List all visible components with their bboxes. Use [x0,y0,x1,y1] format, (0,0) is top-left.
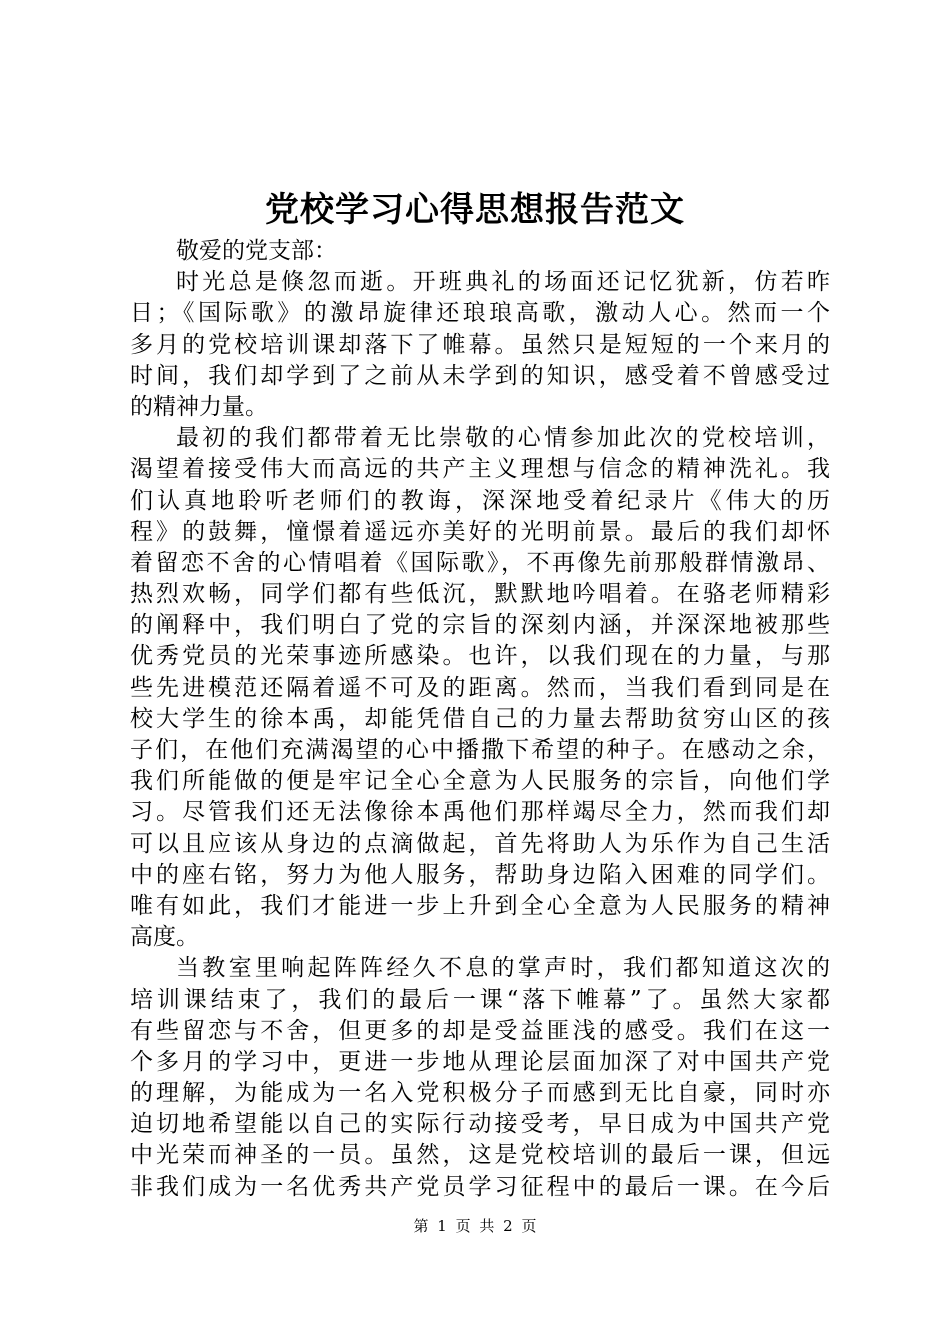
text-line: 子们，在他们充满渴望的心中播撒下希望的种子。在感动之余， [130,737,830,763]
text-line: 迫切地希望能以自己的实际行动接受考，早日成为中国共产党 [130,1111,830,1138]
text-line: 着留恋不舍的心情唱着《国际歌》，不再像先前那般群情激昂、 [130,549,830,576]
text-line: 最初的我们都带着无比崇敬的心情参加此次的党校培训， [176,425,830,452]
text-line: 多月的党校培训课却落下了帷幕。虽然只是短短的一个来月的 [130,331,830,358]
text-line: 可以且应该从身边的点滴做起，首先将助人为乐作为自己生活 [130,830,830,857]
paragraph-container [130,267,830,1203]
text-line: 时间，我们却学到了之前从未学到的知识，感受着不曾感受过 [130,362,830,389]
text-line: 高度。 [130,924,199,951]
text-line: 的阐释中，我们明白了党的宗旨的深刻内涵，并深深地被那些 [130,612,830,639]
text-line: 有些留恋与不舍，但更多的却是受益匪浅的感受。我们在这一 [130,1017,830,1044]
text-line: 的精神力量。 [130,393,268,420]
text-line: 培训课结束了，我们的最后一课“落下帷幕”了。虽然大家都 [130,986,830,1013]
text-line: 的理解，为能成为一名入党积极分子而感到无比自豪，同时亦 [130,1080,830,1107]
paragraph [130,267,830,423]
text-line: 们认真地聆听老师们的教诲，深深地受着纪录片《伟大的历 [130,487,830,514]
text-line: 日；《国际歌》的激昂旋律还琅琅高歌，激动人心。然而一个 [130,300,830,327]
text-line: 当教室里响起阵阵经久不息的掌声时，我们都知道这次的 [176,955,830,982]
text-line: 唯有如此，我们才能进一步上升到全心全意为人民服务的精神 [130,892,830,919]
text-line: 渴望着接受伟大而高远的共产主义理想与信念的精神洗礼。我 [130,456,830,483]
text-line: 优秀党员的光荣事迹所感染。也许，以我们现在的力量，与那 [130,643,830,670]
text-line: 些先进模范还隔着遥不可及的距离。然而，当我们看到同是在 [130,674,830,701]
paragraph [130,953,830,1203]
text-line: 非我们成为一名优秀共产党员学习征程中的最后一课。在今后 [130,1173,830,1200]
text-line: 时光总是倏忽而逝。开班典礼的场面还记忆犹新，仿若昨 [176,269,830,296]
text-line: 热烈欢畅，同学们都有些低沉，默默地吟唱着。在骆老师精彩 [130,581,830,608]
salutation: 敬爱的党支部： [176,238,337,264]
paragraph [130,423,830,953]
text-line: 个多月的学习中，更进一步地从理论层面加深了对中国共产党 [130,1048,830,1075]
text-line: 中光荣而神圣的一员。虽然，这是党校培训的最后一课，但远 [130,1142,830,1169]
text-line: 程》的鼓舞，憧憬着遥远亦美好的光明前景。最后的我们却怀 [130,518,830,545]
page-footer: 第 1 页 共 2 页 [413,1217,537,1235]
text-line: 习。尽管我们还无法像徐本禹他们那样竭尽全力，然而我们却 [130,799,830,826]
text-line: 校大学生的徐本禹，却能凭借自己的力量去帮助贫穷山区的孩 [130,705,830,732]
text-line: 我们所能做的便是牢记全心全意为人民服务的宗旨，向他们学 [130,768,830,795]
document-title: 党校学习心得思想报告范文 [265,190,685,230]
text-line: 中的座右铭，努力为他人服务，帮助身边陷入困难的同学们。 [130,861,830,888]
document-body [130,236,830,1203]
